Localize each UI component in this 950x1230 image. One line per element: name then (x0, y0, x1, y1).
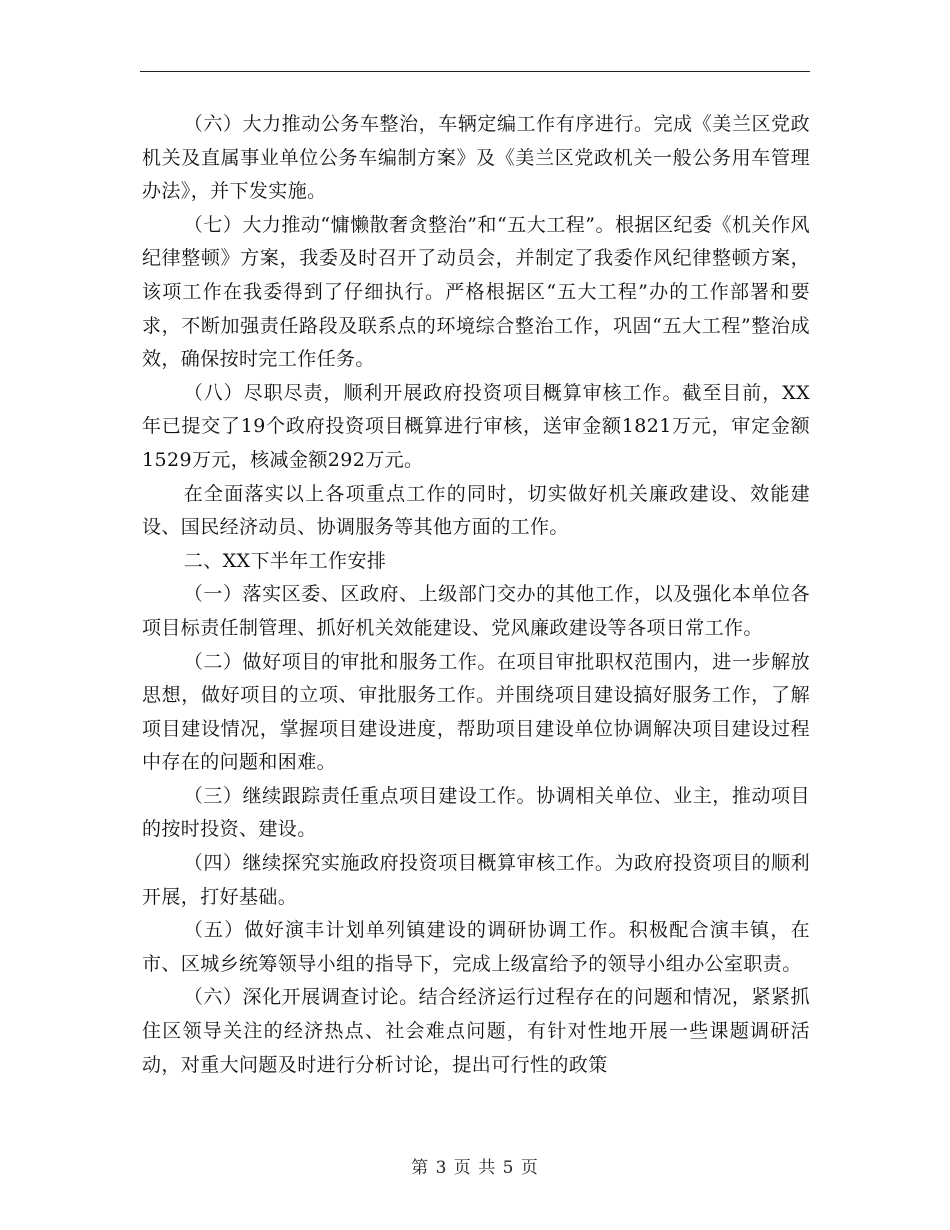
paragraph: （四）继续探究实施政府投资项目概算审核工作。为政府投资项目的顺利开展，打好基础。 (142, 852, 810, 908)
paragraph: （二）做好项目的审批和服务工作。在项目审批职权范围内，进一步解放思想，做好项目的立项、审批服务工作。并围绕项目建设搞好服务工作，了解项目建设情况，掌握项目建设进度，帮助项目建设单位协调解决项目建设过程中存在的问题和困难。 (142, 650, 810, 774)
paragraph: （八）尽职尽责，顺利开展政府投资项目概算审核工作。截至目前，XX年已提交了19个政府投资项目概算进行审核，送审金额1821万元，审定金额1529万元，核减金额292万元。 (142, 381, 810, 471)
header-rule (140, 71, 810, 72)
section-heading: 二、XX下半年工作安排 (183, 549, 387, 572)
paragraph: （六）大力推动公务车整治，车辆定编工作有序进行。完成《美兰区党政机关及直属事业单位公务车编制方案》及《美兰区党政机关一般公务用车管理办法》，并下发实施。 (142, 113, 810, 203)
paragraph: （七）大力推动“慵懒散奢贪整治”和“五大工程”。根据区纪委《机关作风纪律整顿》方案，我委及时召开了动员会，并制定了我委作风纪律整顿方案，该项工作在我委得到了仔细执行。严格根据区“五大工程”办的工作部署和要求，不断加强责任路段及联系点的环境综合整治工作，巩固“五大工程”整治成效，确保按时完工作任务。 (142, 213, 810, 371)
paragraph: （三）继续跟踪责任重点项目建设工作。协调相关单位、业主，推动项目的按时投资、建设。 (142, 784, 810, 841)
page-footer: 第 3 页 共 5 页 (411, 1158, 539, 1178)
paragraph: （五）做好演丰计划单列镇建设的调研协调工作。积极配合演丰镇，在市、区城乡统筹领导小组的指导下，完成上级富给予的领导小组办公室职责。 (142, 919, 810, 975)
document-body (142, 108, 810, 1082)
paragraph: （六）深化开展调查讨论。结合经济运行过程存在的问题和情况，紧紧抓住区领导关注的经济热点、社会难点问题，有针对性地开展一些课题调研活动，对重大问题及时进行分析讨论，提出可行性的政策 (142, 986, 810, 1076)
paragraph: 在全面落实以上各项重点工作的同时，切实做好机关廉政建设、效能建设、国民经济动员、协调服务等其他方面的工作。 (142, 482, 810, 539)
paragraph: （一）落实区委、区政府、上级部门交办的其他工作，以及强化本单位各项目标责任制管理、抓好机关效能建设、党风廉政建设等各项日常工作。 (142, 583, 810, 639)
